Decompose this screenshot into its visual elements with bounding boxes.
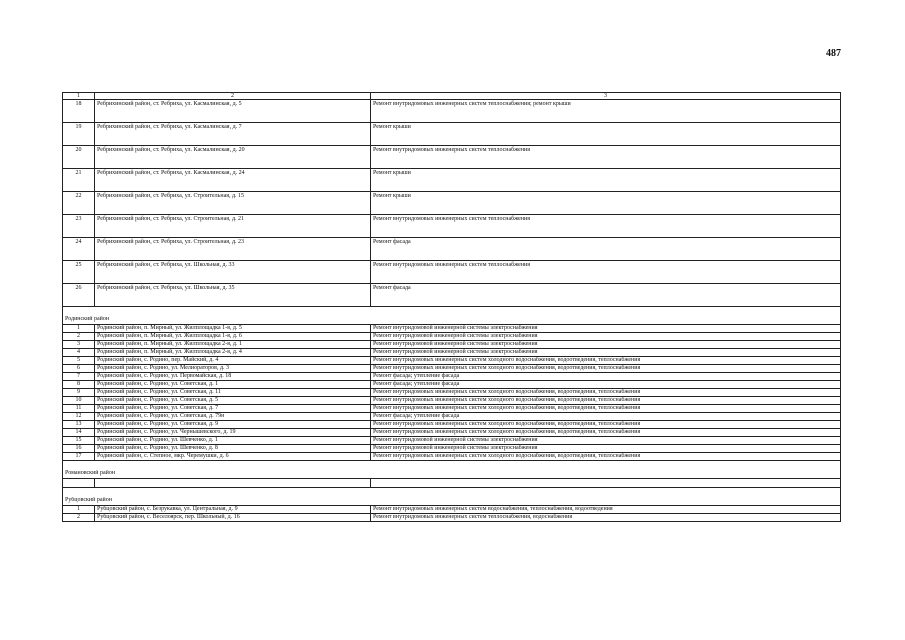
row-work-type: Ремонт внутридомовой инженерной системы электроснабжения bbox=[371, 349, 841, 357]
row-number: 26 bbox=[63, 284, 95, 307]
table-row bbox=[63, 284, 841, 307]
row-number: 17 bbox=[63, 453, 95, 461]
table-row bbox=[63, 215, 841, 238]
section-spacer bbox=[63, 488, 841, 498]
table-row bbox=[63, 397, 841, 405]
row-work-type: Ремонт фасада; утепление фасада bbox=[371, 373, 841, 381]
row-work-type: Ремонт внутридомовой инженерной системы электроснабжения bbox=[371, 341, 841, 349]
row-number: 9 bbox=[63, 389, 95, 397]
row-work-type: Ремонт внутридомовых инженерных систем холодного водоснабжения, водоотведения, теплоснабжения bbox=[371, 405, 841, 413]
row-number: 20 bbox=[63, 146, 95, 169]
repair-program-table bbox=[62, 92, 841, 522]
row-work-type: Ремонт внутридомовой инженерной системы электроснабжения bbox=[371, 325, 841, 333]
table-row bbox=[63, 123, 841, 146]
row-address: Родинский район, с. Родино, ул. Шевченко, д. 8 bbox=[95, 445, 371, 453]
table-row bbox=[63, 429, 841, 437]
row-work-type: Ремонт фасада bbox=[371, 238, 841, 261]
row-number: 24 bbox=[63, 238, 95, 261]
row-address: Ребрихинский район, ст. Ребриха, ул. Строительная, д. 21 bbox=[95, 215, 371, 238]
row-address: Родинский район, п. Мирный, ул. Жилплощадка 1-я, д. 5 bbox=[95, 325, 371, 333]
row-work-type: Ремонт фасада; утепление фасада bbox=[371, 413, 841, 421]
section-title-row bbox=[63, 316, 841, 325]
row-address: Родинский район, п. Мирный, ул. Жилплощадка 2-я, д. 1 bbox=[95, 341, 371, 349]
row-number: 21 bbox=[63, 169, 95, 192]
table-row bbox=[63, 373, 841, 381]
row-work-type: Ремонт фасада; утепление фасада bbox=[371, 381, 841, 389]
section-title: Романовский район bbox=[63, 470, 841, 479]
row-address: Ребрихинский район, ст. Ребриха, ул. Школьная, д. 35 bbox=[95, 284, 371, 307]
table-row bbox=[63, 357, 841, 365]
row-number: 2 bbox=[63, 514, 95, 522]
row-work-type: Ремонт внутридомовой инженерной системы электроснабжения bbox=[371, 333, 841, 341]
row-number: 13 bbox=[63, 421, 95, 429]
table-row bbox=[63, 192, 841, 215]
row-address: Родинский район, п. Мирный, ул. Жилплощадка 1-я, д. 6 bbox=[95, 333, 371, 341]
row-address: Ребрихинский район, ст. Ребриха, ул. Строительная, д. 23 bbox=[95, 238, 371, 261]
row-address: Родинский район, с. Родино, ул. Советская, д. 7 bbox=[95, 405, 371, 413]
row-work-type: Ремонт внутридомовых инженерных систем водоснабжения, теплоснабжения, водоотведения bbox=[371, 506, 841, 514]
row-number: 6 bbox=[63, 365, 95, 373]
row-number: 19 bbox=[63, 123, 95, 146]
section-title-row bbox=[63, 470, 841, 479]
row-address: Родинский район, с. Родино, ул. Советская, д. 11 bbox=[95, 389, 371, 397]
row-address: Родинский район, с. Родино, пер. Майский, д. 4 bbox=[95, 357, 371, 365]
table-row bbox=[63, 421, 841, 429]
row-number: 8 bbox=[63, 381, 95, 389]
column-header: 1 bbox=[63, 93, 95, 100]
row-number: 3 bbox=[63, 341, 95, 349]
table-row bbox=[63, 506, 841, 514]
section-title-row bbox=[63, 497, 841, 506]
row-work-type: Ремонт внутридомовой инженерной системы электроснабжения bbox=[371, 445, 841, 453]
row-number: 1 bbox=[63, 506, 95, 514]
row-address: Ребрихинский район, ст. Ребриха, ул. Касмалинская, д. 20 bbox=[95, 146, 371, 169]
table-row bbox=[63, 381, 841, 389]
table-row bbox=[63, 261, 841, 284]
table-row bbox=[63, 445, 841, 453]
table-row bbox=[63, 453, 841, 461]
table-row bbox=[63, 514, 841, 522]
table-row bbox=[63, 389, 841, 397]
row-address: Ребрихинский район, ст. Ребриха, ул. Касмалинская, д. 5 bbox=[95, 100, 371, 123]
row-address: Ребрихинский район, ст. Ребриха, ул. Касмалинская, д. 24 bbox=[95, 169, 371, 192]
row-number: 14 bbox=[63, 429, 95, 437]
row-address: Родинский район, п. Мирный, ул. Жилплощадка 2-я, д. 4 bbox=[95, 349, 371, 357]
empty-row bbox=[63, 479, 841, 488]
row-work-type: Ремонт внутридомовой инженерной системы электроснабжения bbox=[371, 437, 841, 445]
row-address: Родинский район, с. Родино, ул. Советская, д. 1 bbox=[95, 381, 371, 389]
row-number: 2 bbox=[63, 333, 95, 341]
row-address: Ребрихинский район, ст. Ребриха, ул. Касмалинская, д. 7 bbox=[95, 123, 371, 146]
spacer-cell bbox=[63, 461, 841, 471]
row-address: Родинский район, с. Степное, мкр. Черемушки, д. 6 bbox=[95, 453, 371, 461]
row-number: 16 bbox=[63, 445, 95, 453]
row-address: Рубцовский район, с. Безрукавка, ул. Центральная, д. 9 bbox=[95, 506, 371, 514]
row-address: Родинский район, с. Родино, ул. Первомайская, д. 18 bbox=[95, 373, 371, 381]
row-work-type: Ремонт внутридомовых инженерных систем теплоснабжения; ремонт крыши bbox=[371, 100, 841, 123]
row-work-type: Ремонт внутридомовых инженерных систем теплоснабжения, водоснабжения bbox=[371, 514, 841, 522]
row-address: Ребрихинский район, ст. Ребриха, ул. Школьная, д. 33 bbox=[95, 261, 371, 284]
row-number: 12 bbox=[63, 413, 95, 421]
row-number: 1 bbox=[63, 325, 95, 333]
row-address: Родинский район, с. Родино, ул. Советская, д. 5 bbox=[95, 397, 371, 405]
row-number: 18 bbox=[63, 100, 95, 123]
row-number: 15 bbox=[63, 437, 95, 445]
table-row bbox=[63, 169, 841, 192]
table-row bbox=[63, 325, 841, 333]
row-work-type: Ремонт внутридомовых инженерных систем холодного водоснабжения, водоотведения, теплоснабжения bbox=[371, 389, 841, 397]
row-address: Родинский район, с. Родино, ул. Мелиораторов, д. 3 bbox=[95, 365, 371, 373]
row-address: Ребрихинский район, ст. Ребриха, ул. Строительная, д. 15 bbox=[95, 192, 371, 215]
row-number: 23 bbox=[63, 215, 95, 238]
row-work-type: Ремонт крыши bbox=[371, 169, 841, 192]
table-row bbox=[63, 100, 841, 123]
row-number: 10 bbox=[63, 397, 95, 405]
row-work-type: Ремонт внутридомовых инженерных систем холодного водоснабжения, водоотведения, теплоснабжения bbox=[371, 365, 841, 373]
empty-cell bbox=[95, 479, 371, 488]
page-number: 487 bbox=[826, 48, 841, 59]
row-address: Родинский район, с. Родино, ул. Советская, д. 9 bbox=[95, 421, 371, 429]
row-number: 22 bbox=[63, 192, 95, 215]
column-header: 3 bbox=[371, 93, 841, 100]
empty-cell bbox=[371, 479, 841, 488]
section-spacer bbox=[63, 307, 841, 317]
row-work-type: Ремонт внутридомовых инженерных систем холодного водоснабжения, водоотведения, теплоснабжения bbox=[371, 421, 841, 429]
row-address: Рубцовский район, с. Веселоярск, пер. Школьный, д. 16 bbox=[95, 514, 371, 522]
table-row bbox=[63, 238, 841, 261]
row-number: 4 bbox=[63, 349, 95, 357]
table-row bbox=[63, 405, 841, 413]
table-row bbox=[63, 413, 841, 421]
table-row bbox=[63, 341, 841, 349]
row-work-type: Ремонт крыши bbox=[371, 123, 841, 146]
section-title: Родинский район bbox=[63, 316, 841, 325]
row-work-type: Ремонт внутридомовых инженерных систем холодного водоснабжения, водоотведения, теплоснабжения bbox=[371, 397, 841, 405]
row-work-type: Ремонт внутридомовых инженерных систем теплоснабжения bbox=[371, 146, 841, 169]
section-spacer bbox=[63, 461, 841, 471]
row-work-type: Ремонт внутридомовых инженерных систем теплоснабжения bbox=[371, 215, 841, 238]
row-address: Родинский район, с. Родино, ул. Шевченко, д. 1 bbox=[95, 437, 371, 445]
table-row bbox=[63, 146, 841, 169]
table-row bbox=[63, 333, 841, 341]
column-header: 2 bbox=[95, 93, 371, 100]
row-address: Родинский район, с. Родино, ул. Советская, д. 79н bbox=[95, 413, 371, 421]
row-work-type: Ремонт внутридомовых инженерных систем холодного водоснабжения, водоотведения, теплоснабжения bbox=[371, 429, 841, 437]
row-work-type: Ремонт внутридомовых инженерных систем холодного водоснабжения, водоотведения, теплоснабжения bbox=[371, 357, 841, 365]
row-number: 11 bbox=[63, 405, 95, 413]
spacer-cell bbox=[63, 488, 841, 498]
row-number: 7 bbox=[63, 373, 95, 381]
table-row bbox=[63, 365, 841, 373]
spacer-cell bbox=[63, 307, 841, 317]
row-work-type: Ремонт фасада bbox=[371, 284, 841, 307]
section-title: Рубцовский район bbox=[63, 497, 841, 506]
table-row bbox=[63, 437, 841, 445]
row-work-type: Ремонт внутридомовых инженерных систем теплоснабжения bbox=[371, 261, 841, 284]
row-number: 25 bbox=[63, 261, 95, 284]
table-row bbox=[63, 349, 841, 357]
row-work-type: Ремонт крыши bbox=[371, 192, 841, 215]
row-work-type: Ремонт внутридомовых инженерных систем холодного водоснабжения, водоотведения, теплоснабжения bbox=[371, 453, 841, 461]
empty-cell bbox=[63, 479, 95, 488]
row-number: 5 bbox=[63, 357, 95, 365]
column-header-row bbox=[63, 93, 841, 100]
row-address: Родинский район, с. Родино, ул. Чернышевского, д. 19 bbox=[95, 429, 371, 437]
